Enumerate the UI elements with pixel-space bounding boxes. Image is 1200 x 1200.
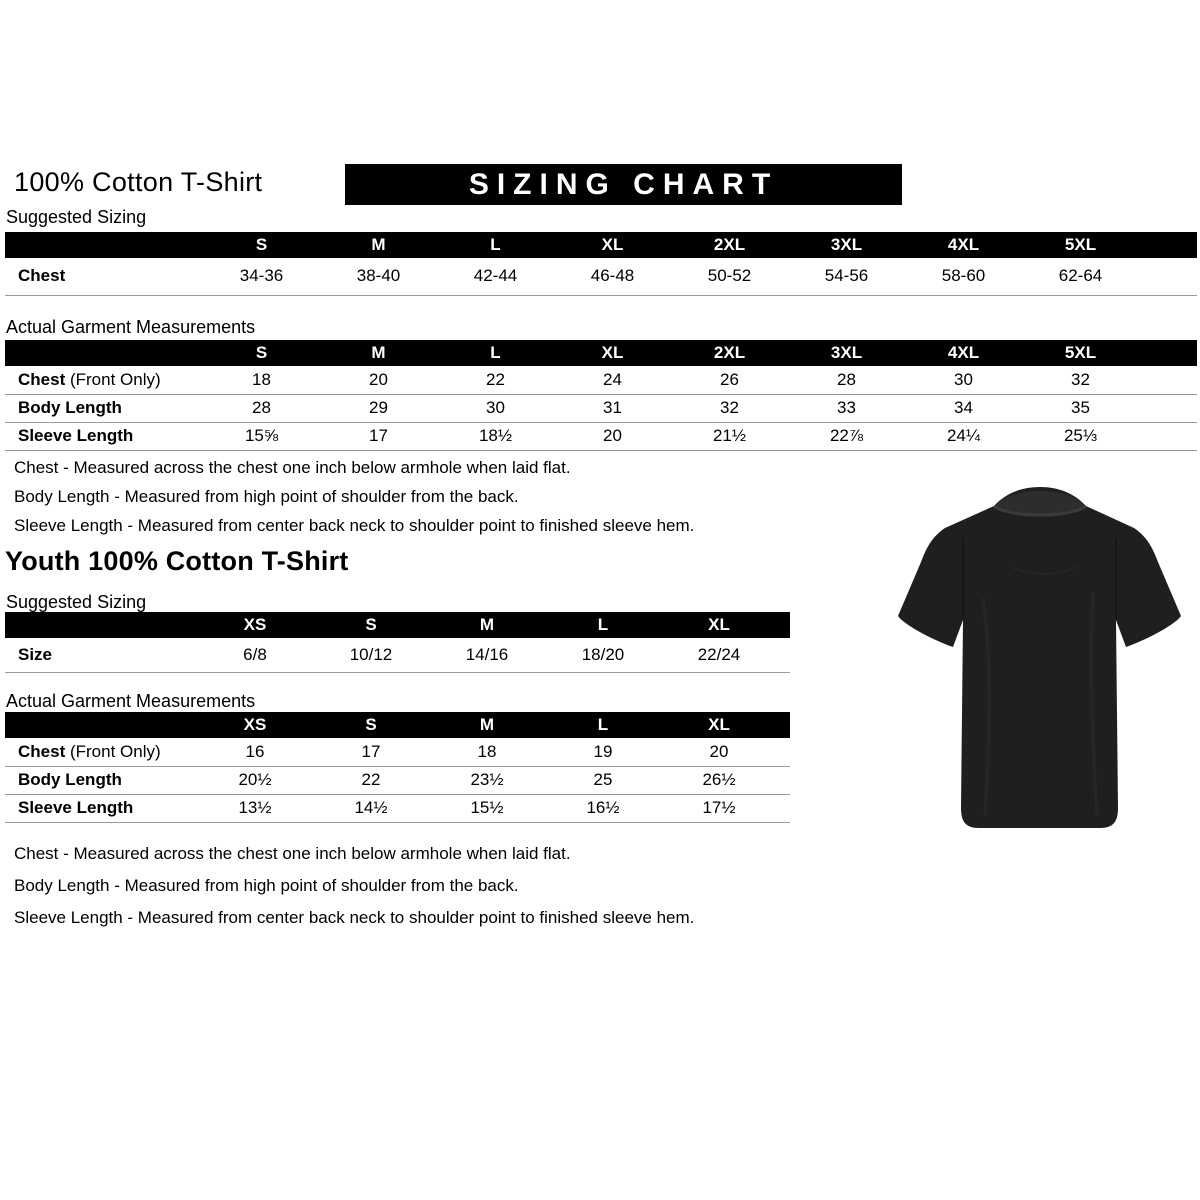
table-row <box>5 422 1197 450</box>
measurement-cell: 28 <box>203 394 320 422</box>
size-header-cell: 4XL <box>905 340 1022 366</box>
filler-cell <box>777 766 790 794</box>
sizing-chart-banner: SIZING CHART <box>345 164 902 205</box>
size-header-cell: S <box>313 712 429 738</box>
size-header-cell: S <box>313 612 429 638</box>
measurement-cell: 31 <box>554 394 671 422</box>
measurement-cell: 20 <box>320 366 437 394</box>
measurement-cell: 24 <box>554 366 671 394</box>
table-row <box>5 794 790 822</box>
adult-garment-table <box>5 340 1197 451</box>
table-row <box>5 738 790 766</box>
note-body-length: Body Length - Measured from high point of shoulder from the back. <box>14 487 519 506</box>
table-row <box>5 766 790 794</box>
measurement-cell: 20 <box>661 738 777 766</box>
row-label-cell: Body Length <box>5 766 197 794</box>
note-body-length: Body Length - Measured from high point of shoulder from the back. <box>14 876 519 895</box>
header-filler-cell <box>777 712 790 738</box>
page-title: 100% Cotton T-Shirt <box>14 167 263 197</box>
note-chest: Chest - Measured across the chest one inch below armhole when laid flat. <box>14 844 571 863</box>
measurement-cell: 21½ <box>671 422 788 450</box>
youth-title: Youth 100% Cotton T-Shirt <box>5 546 349 576</box>
measurement-cell: 17 <box>313 738 429 766</box>
measurement-cell: 50-52 <box>671 258 788 295</box>
size-header-cell: M <box>320 340 437 366</box>
size-header-cell: M <box>429 712 545 738</box>
size-header-cell: XL <box>661 712 777 738</box>
measurement-cell: 42-44 <box>437 258 554 295</box>
measurement-cell: 17½ <box>661 794 777 822</box>
filler-cell <box>1139 394 1197 422</box>
measurement-cell: 20 <box>554 422 671 450</box>
size-header-cell: S <box>203 340 320 366</box>
measurement-cell: 26½ <box>661 766 777 794</box>
size-header-cell: M <box>429 612 545 638</box>
filler-cell <box>1139 366 1197 394</box>
header-blank-cell <box>5 612 197 638</box>
measurement-cell: 22⅞ <box>788 422 905 450</box>
size-header-cell: L <box>437 232 554 258</box>
youth-measurement-notes <box>14 844 694 940</box>
measurement-cell: 18 <box>429 738 545 766</box>
measurement-cell: 34 <box>905 394 1022 422</box>
filler-cell <box>777 794 790 822</box>
measurement-cell: 54-56 <box>788 258 905 295</box>
measurement-cell: 18/20 <box>545 638 661 672</box>
header-filler-cell <box>1139 340 1197 366</box>
youth-suggested-header-row <box>5 612 790 638</box>
table-row <box>5 258 1197 295</box>
measurement-cell: 33 <box>788 394 905 422</box>
adult-garment-header-row <box>5 340 1197 366</box>
measurement-cell: 6/8 <box>197 638 313 672</box>
row-label-cell: Body Length <box>5 394 203 422</box>
header-blank-cell <box>5 340 203 366</box>
adult-suggested-header-row <box>5 232 1197 258</box>
table-row <box>5 366 1197 394</box>
adult-suggested-table <box>5 232 1197 296</box>
measurement-cell: 32 <box>1022 366 1139 394</box>
measurement-cell: 34-36 <box>203 258 320 295</box>
measurement-cell: 20½ <box>197 766 313 794</box>
measurement-cell: 18 <box>203 366 320 394</box>
header-filler-cell <box>777 612 790 638</box>
size-header-cell: XS <box>197 612 313 638</box>
header-filler-cell <box>1139 232 1197 258</box>
measurement-cell: 30 <box>437 394 554 422</box>
youth-garment-heading: Actual Garment Measurements <box>6 691 256 711</box>
size-header-cell: M <box>320 232 437 258</box>
measurement-cell: 25⅓ <box>1022 422 1139 450</box>
row-label-cell: Sleeve Length <box>5 794 197 822</box>
row-label-cell: Size <box>5 638 197 672</box>
measurement-cell: 38-40 <box>320 258 437 295</box>
note-chest: Chest - Measured across the chest one inch below armhole when laid flat. <box>14 458 571 477</box>
row-label-cell: Chest (Front Only) <box>5 738 197 766</box>
measurement-cell: 18½ <box>437 422 554 450</box>
size-header-cell: 3XL <box>788 232 905 258</box>
size-header-cell: XL <box>554 232 671 258</box>
size-header-cell: XL <box>661 612 777 638</box>
measurement-cell: 17 <box>320 422 437 450</box>
measurement-cell: 24¼ <box>905 422 1022 450</box>
note-sleeve-length: Sleeve Length - Measured from center back neck to shoulder point to finished sleeve hem. <box>14 516 695 535</box>
adult-suggested-heading: Suggested Sizing <box>6 207 147 227</box>
black-tshirt-graphic <box>893 478 1187 836</box>
youth-suggested-table <box>5 612 790 673</box>
measurement-cell: 29 <box>320 394 437 422</box>
measurement-cell: 32 <box>671 394 788 422</box>
measurement-cell: 22 <box>313 766 429 794</box>
measurement-cell: 22 <box>437 366 554 394</box>
row-label-cell: Chest (Front Only) <box>5 366 203 394</box>
measurement-cell: 46-48 <box>554 258 671 295</box>
measurement-cell: 10/12 <box>313 638 429 672</box>
youth-garment-header-row <box>5 712 790 738</box>
size-header-cell: L <box>545 612 661 638</box>
size-header-cell: L <box>545 712 661 738</box>
size-header-cell: 5XL <box>1022 340 1139 366</box>
size-header-cell: XS <box>197 712 313 738</box>
measurement-cell: 19 <box>545 738 661 766</box>
adult-measurement-notes <box>14 458 694 545</box>
filler-cell <box>1139 258 1197 295</box>
filler-cell <box>777 638 790 672</box>
filler-cell <box>777 738 790 766</box>
measurement-cell: 14½ <box>313 794 429 822</box>
size-header-cell: 4XL <box>905 232 1022 258</box>
size-header-cell: 2XL <box>671 232 788 258</box>
measurement-cell: 58-60 <box>905 258 1022 295</box>
measurement-cell: 15⅝ <box>203 422 320 450</box>
measurement-cell: 30 <box>905 366 1022 394</box>
size-header-cell: 5XL <box>1022 232 1139 258</box>
size-header-cell: XL <box>554 340 671 366</box>
measurement-cell: 13½ <box>197 794 313 822</box>
measurement-cell: 15½ <box>429 794 545 822</box>
table-row <box>5 638 790 672</box>
youth-suggested-heading: Suggested Sizing <box>6 592 147 612</box>
note-sleeve-length: Sleeve Length - Measured from center back neck to shoulder point to finished sleeve hem. <box>14 908 695 927</box>
row-label-cell: Chest <box>5 258 203 295</box>
measurement-cell: 35 <box>1022 394 1139 422</box>
youth-garment-table <box>5 712 790 823</box>
measurement-cell: 28 <box>788 366 905 394</box>
row-label-cell: Sleeve Length <box>5 422 203 450</box>
measurement-cell: 16 <box>197 738 313 766</box>
size-header-cell: 2XL <box>671 340 788 366</box>
size-header-cell: S <box>203 232 320 258</box>
measurement-cell: 23½ <box>429 766 545 794</box>
measurement-cell: 16½ <box>545 794 661 822</box>
size-header-cell: 3XL <box>788 340 905 366</box>
measurement-cell: 62-64 <box>1022 258 1139 295</box>
header-blank-cell <box>5 712 197 738</box>
size-header-cell: L <box>437 340 554 366</box>
adult-garment-heading: Actual Garment Measurements <box>6 317 256 337</box>
measurement-cell: 26 <box>671 366 788 394</box>
table-row <box>5 394 1197 422</box>
filler-cell <box>1139 422 1197 450</box>
header-blank-cell <box>5 232 203 258</box>
measurement-cell: 14/16 <box>429 638 545 672</box>
tshirt-product-image <box>893 478 1187 836</box>
measurement-cell: 22/24 <box>661 638 777 672</box>
measurement-cell: 25 <box>545 766 661 794</box>
